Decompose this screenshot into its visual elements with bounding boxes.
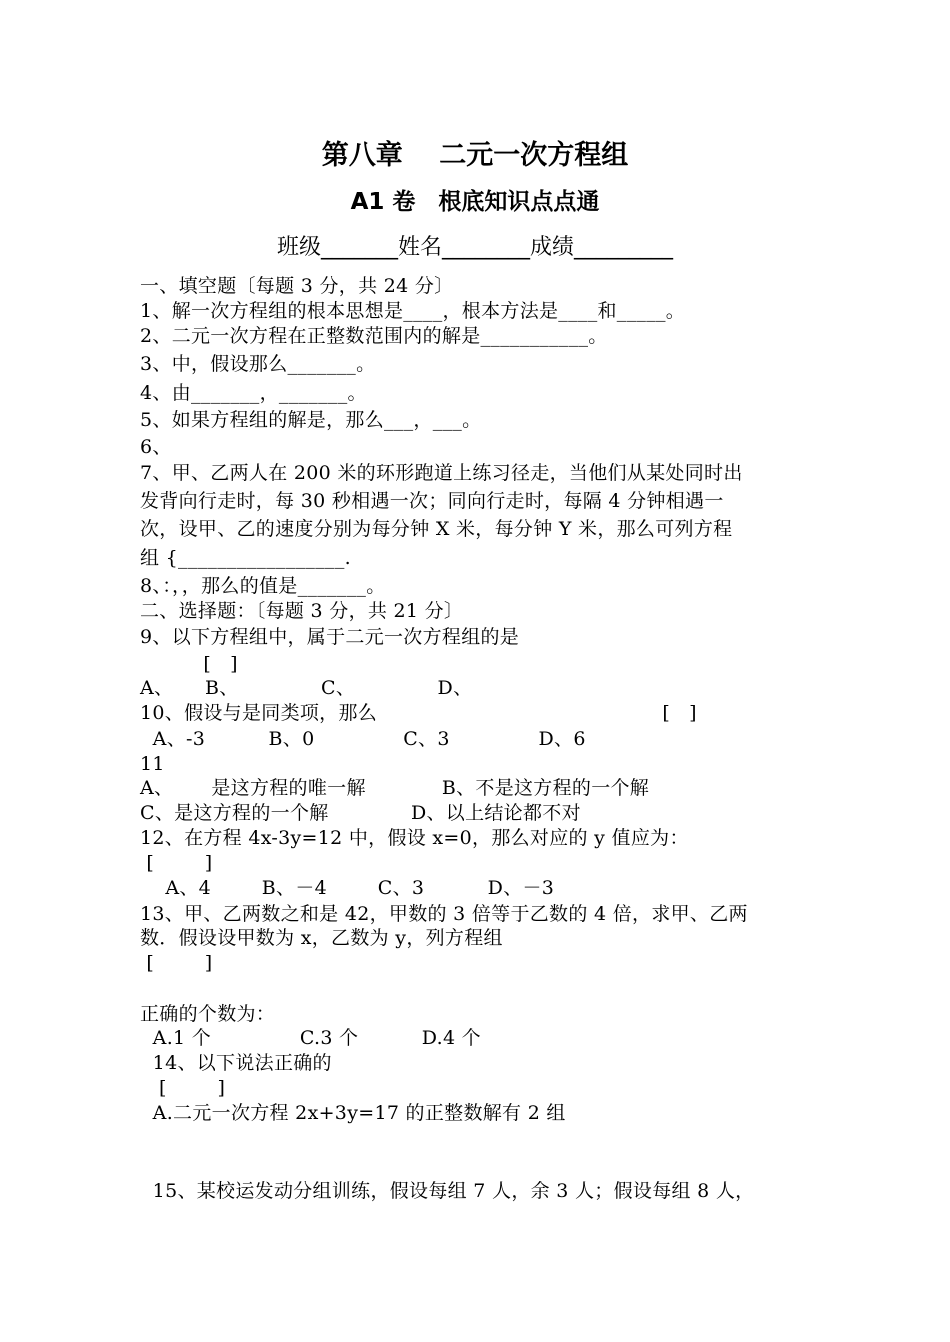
text-line: A、4 B、－4 C、3 D、－3 [140, 877, 555, 899]
text-line: A、 B、 C、 D、 [140, 677, 473, 699]
text-line: 8、：，，那么的值是_______。 [140, 575, 386, 597]
text-line: [ ] [140, 1077, 226, 1099]
text-line: A.1 个 C.3 个 D.4 个 [140, 1027, 481, 1049]
text-line: C、是这方程的一个解 D、以上结论都不对 [140, 802, 581, 824]
text-line: 次，设甲、乙的速度分别为每分钟 X 米，每分钟 Y 米，那么可列方程 [140, 518, 733, 540]
text-line: A、 是这方程的唯一解 B、不是这方程的一个解 [140, 777, 650, 799]
text-line: [ ] [140, 952, 213, 974]
text-line: 2、二元一次方程在正整数范围内的解是___________。 [140, 325, 608, 347]
text-line: 1、解一次方程组的根本思想是____，根本方法是____和_____。 [140, 300, 686, 322]
student-info-line: 班级_______姓名________成绩_________ [276, 235, 673, 260]
text-line: 发背向行走时，每 30 秒相遇一次；同向行走时，每隔 4 分钟相遇一 [140, 490, 724, 512]
text-line: 3、中，假设那么_______。 [140, 353, 376, 375]
text-line: 5、如果方程组的解是，那么___，___。 [140, 409, 482, 431]
text-line: 12、在方程 4x-3y=12 中，假设 x=0，那么对应的 y 值应为： [140, 827, 689, 849]
text-line: [ ] [140, 852, 213, 874]
text-line: 6、 [140, 436, 172, 458]
text-line: 4、由_______，_______。 [140, 382, 367, 404]
text-line: 13、甲、乙两数之和是 42，甲数的 3 倍等于乙数的 4 倍，求甲、乙两 [140, 903, 748, 925]
paper-subtitle: A1 卷 根底知识点点通 [350, 189, 600, 215]
text-line: 二、选择题：〔每题 3 分，共 21 分〕 [140, 600, 464, 622]
text-line: A、-3 B、0 C、3 D、6 [140, 728, 586, 750]
text-line: A.二元一次方程 2x+3y=17 的正整数解有 2 组 [140, 1102, 566, 1124]
text-line: 7、甲、乙两人在 200 米的环形跑道上练习径走，当他们从某处同时出 [140, 462, 743, 484]
text-line: 数．假设设甲数为 x，乙数为 y，列方程组 [140, 927, 503, 949]
text-line: [ ] [140, 653, 238, 675]
text-line: 正确的个数为： [140, 1003, 276, 1025]
text-line: 9、以下方程组中，属于二元一次方程组的是 [140, 626, 520, 648]
text-line: 11 [140, 753, 165, 775]
chapter-title: 第八章 二元一次方程组 [321, 140, 629, 171]
text-line: 组 {_________________. [140, 547, 351, 569]
text-line: 14、以下说法正确的 [140, 1052, 332, 1074]
text-line: 15、某校运发动分组训练，假设每组 7 人，余 3 人；假设每组 8 人， [140, 1180, 755, 1202]
text-line: 10、假设与是同类项，那么 [ ] [140, 702, 697, 724]
text-line: 一、填空题〔每题 3 分，共 24 分〕 [140, 275, 454, 297]
